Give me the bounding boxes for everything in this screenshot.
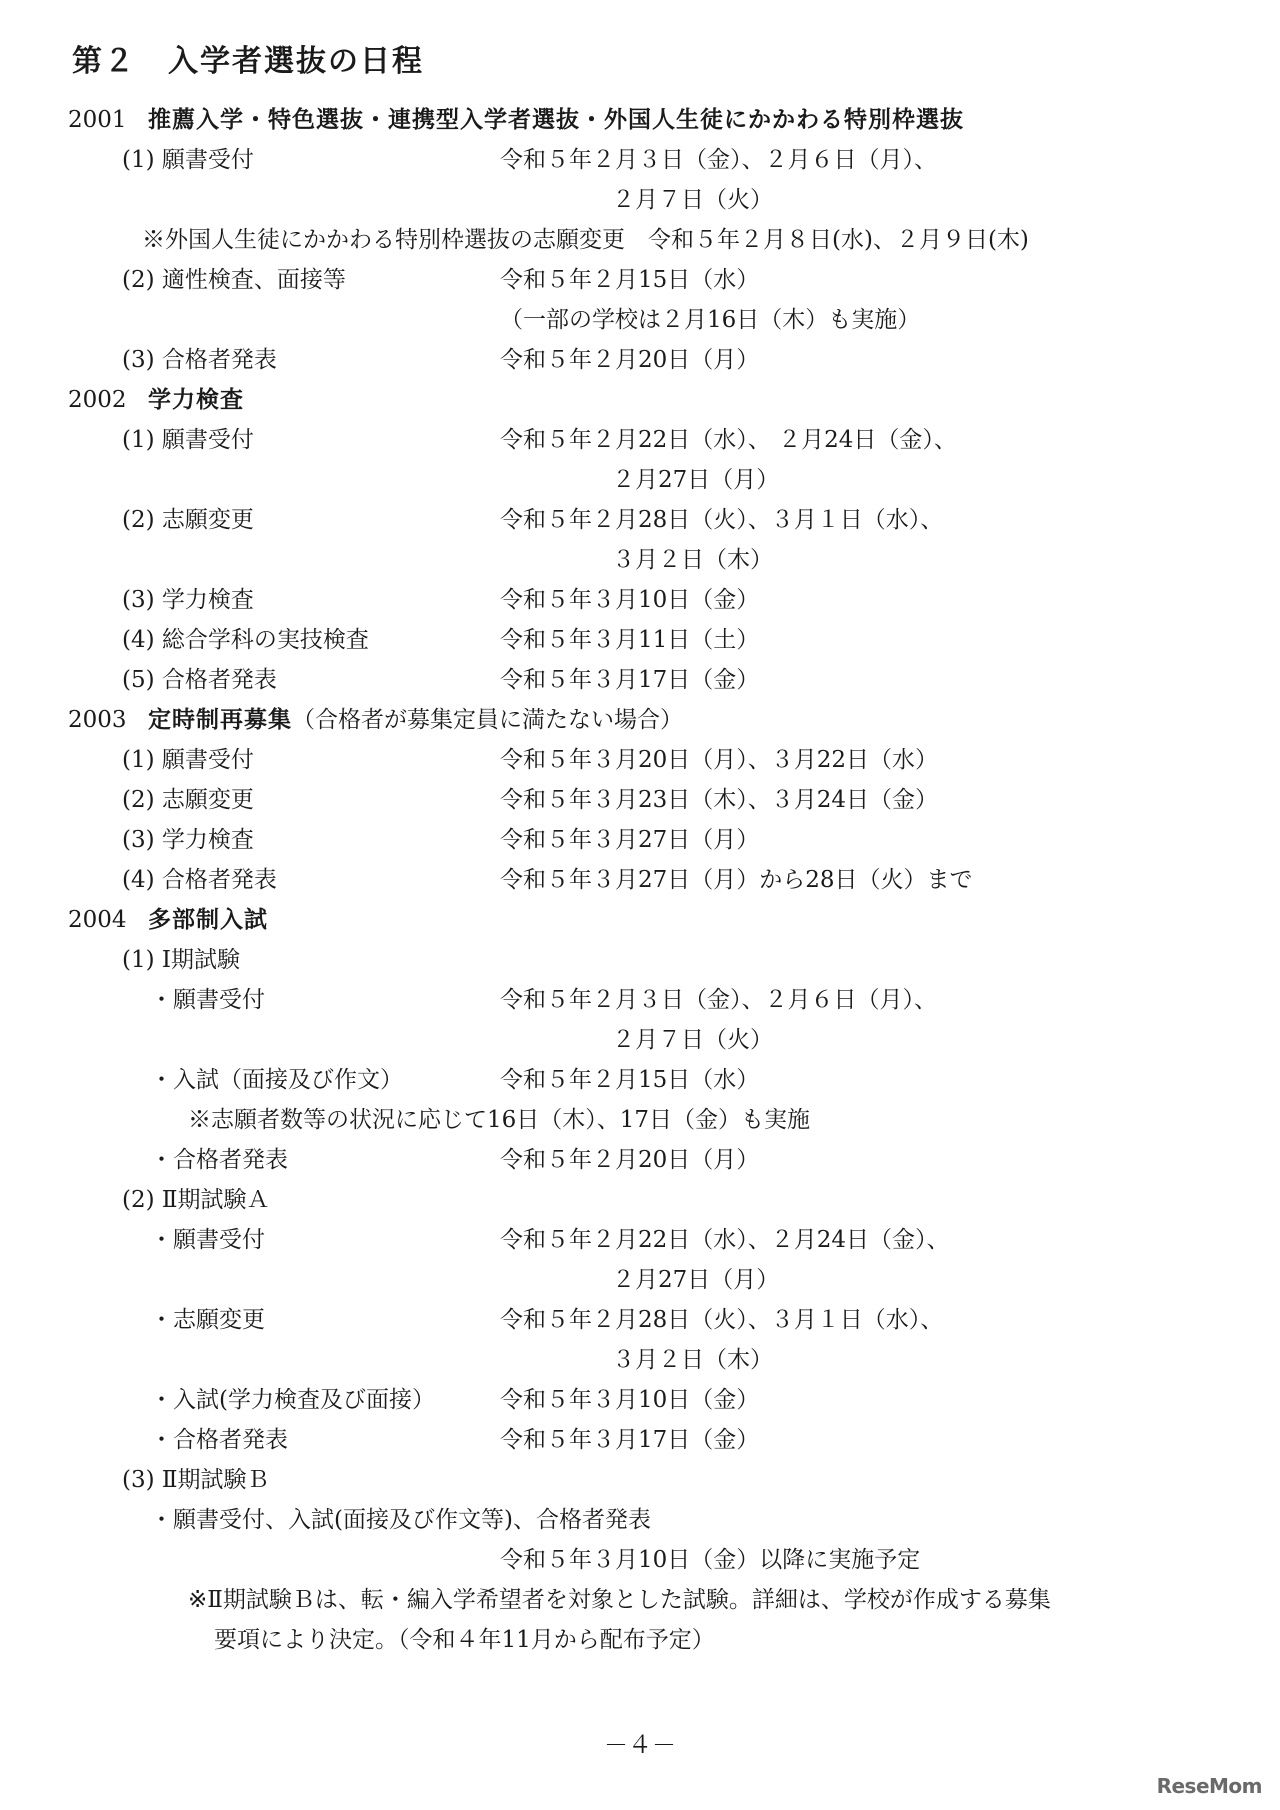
schedule-date-continued: ２月27日（月） — [612, 1267, 780, 1293]
schedule-date: 令和５年２月20日（月） — [500, 1147, 760, 1173]
logo-text: ReseMom — [1156, 1774, 1262, 1798]
schedule-date: 令和５年２月22日（水）、２月24日（金）、 — [500, 1227, 950, 1253]
schedule-label: ・合格者発表 — [150, 1427, 288, 1453]
schedule-label: (4) 総合学科の実技検査 — [122, 627, 369, 653]
section-heading — [68, 700, 683, 740]
schedule-label: ・願書受付 — [150, 1227, 265, 1253]
subsection-label: (3) Ⅱ期試験Ｂ — [122, 1467, 270, 1493]
schedule-label: (1) 願書受付 — [122, 427, 254, 453]
section-number: 2003 — [68, 707, 127, 733]
schedule-label: ・入試(学力検査及び面接） — [150, 1387, 435, 1413]
schedule-date: 令和５年３月10日（金） — [500, 587, 760, 613]
schedule-date: 令和５年３月10日（金）以降に実施予定 — [500, 1547, 921, 1573]
schedule-date: 令和５年２月20日（月） — [500, 347, 760, 373]
section-heading — [68, 380, 244, 420]
schedule-date: 令和５年３月10日（金） — [500, 1387, 760, 1413]
schedule-note: ※志願者数等の状況に応じて16日（木）、17日（金）も実施 — [188, 1107, 811, 1133]
section-title: 多部制入試 — [148, 907, 268, 933]
section-title-note: （合格者が募集定員に満たない場合） — [292, 707, 683, 733]
schedule-date: 令和５年３月27日（月） — [500, 827, 760, 853]
page-title: 第２ 入学者選抜の日程 — [72, 44, 424, 79]
schedule-label: ・志願変更 — [150, 1307, 265, 1333]
schedule-date: 令和５年３月11日（土） — [500, 627, 760, 653]
schedule-date: 令和５年２月22日（水）、 ２月24日（金）、 — [500, 427, 957, 453]
schedule-date: 令和５年２月28日（火）、３月１日（水）、 — [500, 1307, 944, 1333]
schedule-date: 令和５年３月17日（金） — [500, 667, 760, 693]
section-title: 定時制再募集 — [148, 707, 292, 733]
schedule-date: 令和５年２月15日（水） — [500, 1067, 760, 1093]
schedule-note-continued: 要項により決定。（令和４年11月から配布予定） — [214, 1627, 715, 1653]
schedule-date-continued: ３月２日（木） — [612, 1347, 773, 1373]
section-heading — [68, 900, 268, 940]
schedule-label: ・願書受付 — [150, 987, 265, 1013]
schedule-label: (3) 学力検査 — [122, 827, 254, 853]
page-number: －４－ — [604, 1731, 676, 1759]
schedule-note: ※外国人生徒にかかわる特別枠選抜の志願変更 令和５年２月８日(水)、２月９日(木) — [142, 227, 1029, 253]
schedule-date: 令和５年３月27日（月）から28日（火）まで — [500, 867, 973, 893]
schedule-label: ・願書受付、入試(面接及び作文等)、合格者発表 — [150, 1507, 651, 1533]
schedule-date-continued: ３月２日（木） — [612, 547, 773, 573]
schedule-date: 令和５年２月28日（火）、３月１日（水）、 — [500, 507, 944, 533]
schedule-note: ※Ⅱ期試験Ｂは、転・編入学希望者を対象とした試験。詳細は、学校が作成する募集 — [188, 1587, 1051, 1613]
schedule-label: (2) 適性検査、面接等 — [122, 267, 346, 293]
schedule-label: (4) 合格者発表 — [122, 867, 277, 893]
section-title: 学力検査 — [148, 387, 244, 413]
schedule-label: ・入試（面接及び作文） — [150, 1067, 403, 1093]
subsection-label: (2) Ⅱ期試験Ａ — [122, 1187, 270, 1213]
schedule-label: ・合格者発表 — [150, 1147, 288, 1173]
section-title: 推薦入学・特色選抜・連携型入学者選抜・外国人生徒にかかわる特別枠選抜 — [148, 107, 964, 133]
schedule-date: 令和５年３月20日（月）、３月22日（水） — [500, 747, 939, 773]
schedule-date: 令和５年３月17日（金） — [500, 1427, 760, 1453]
section-heading — [68, 100, 964, 140]
section-number: 2001 — [68, 107, 127, 133]
schedule-label: (3) 合格者発表 — [122, 347, 277, 373]
schedule-date: 令和５年２月15日（水） — [500, 267, 760, 293]
schedule-label: (5) 合格者発表 — [122, 667, 277, 693]
section-number: 2004 — [68, 907, 127, 933]
schedule-date-continued: ２月27日（月） — [612, 467, 780, 493]
schedule-date: 令和５年２月３日（金）、２月６日（月）、 — [500, 147, 937, 173]
schedule-date-continued: ２月７日（火） — [612, 187, 773, 213]
schedule-date: 令和５年３月23日（木）、３月24日（金） — [500, 787, 939, 813]
subsection-label: (1) Ⅰ期試験 — [122, 947, 240, 973]
resemom-logo — [1157, 1774, 1262, 1798]
schedule-label: (1) 願書受付 — [122, 747, 254, 773]
schedule-label: (1) 願書受付 — [122, 147, 254, 173]
schedule-label: (3) 学力検査 — [122, 587, 254, 613]
schedule-label: (2) 志願変更 — [122, 507, 254, 533]
section-number: 2002 — [68, 387, 127, 413]
schedule-date: 令和５年２月３日（金）、２月６日（月）、 — [500, 987, 937, 1013]
schedule-label: (2) 志願変更 — [122, 787, 254, 813]
schedule-date-continued: ２月７日（火） — [612, 1027, 773, 1053]
schedule-date-continued: （一部の学校は２月16日（木）も実施） — [500, 307, 921, 333]
